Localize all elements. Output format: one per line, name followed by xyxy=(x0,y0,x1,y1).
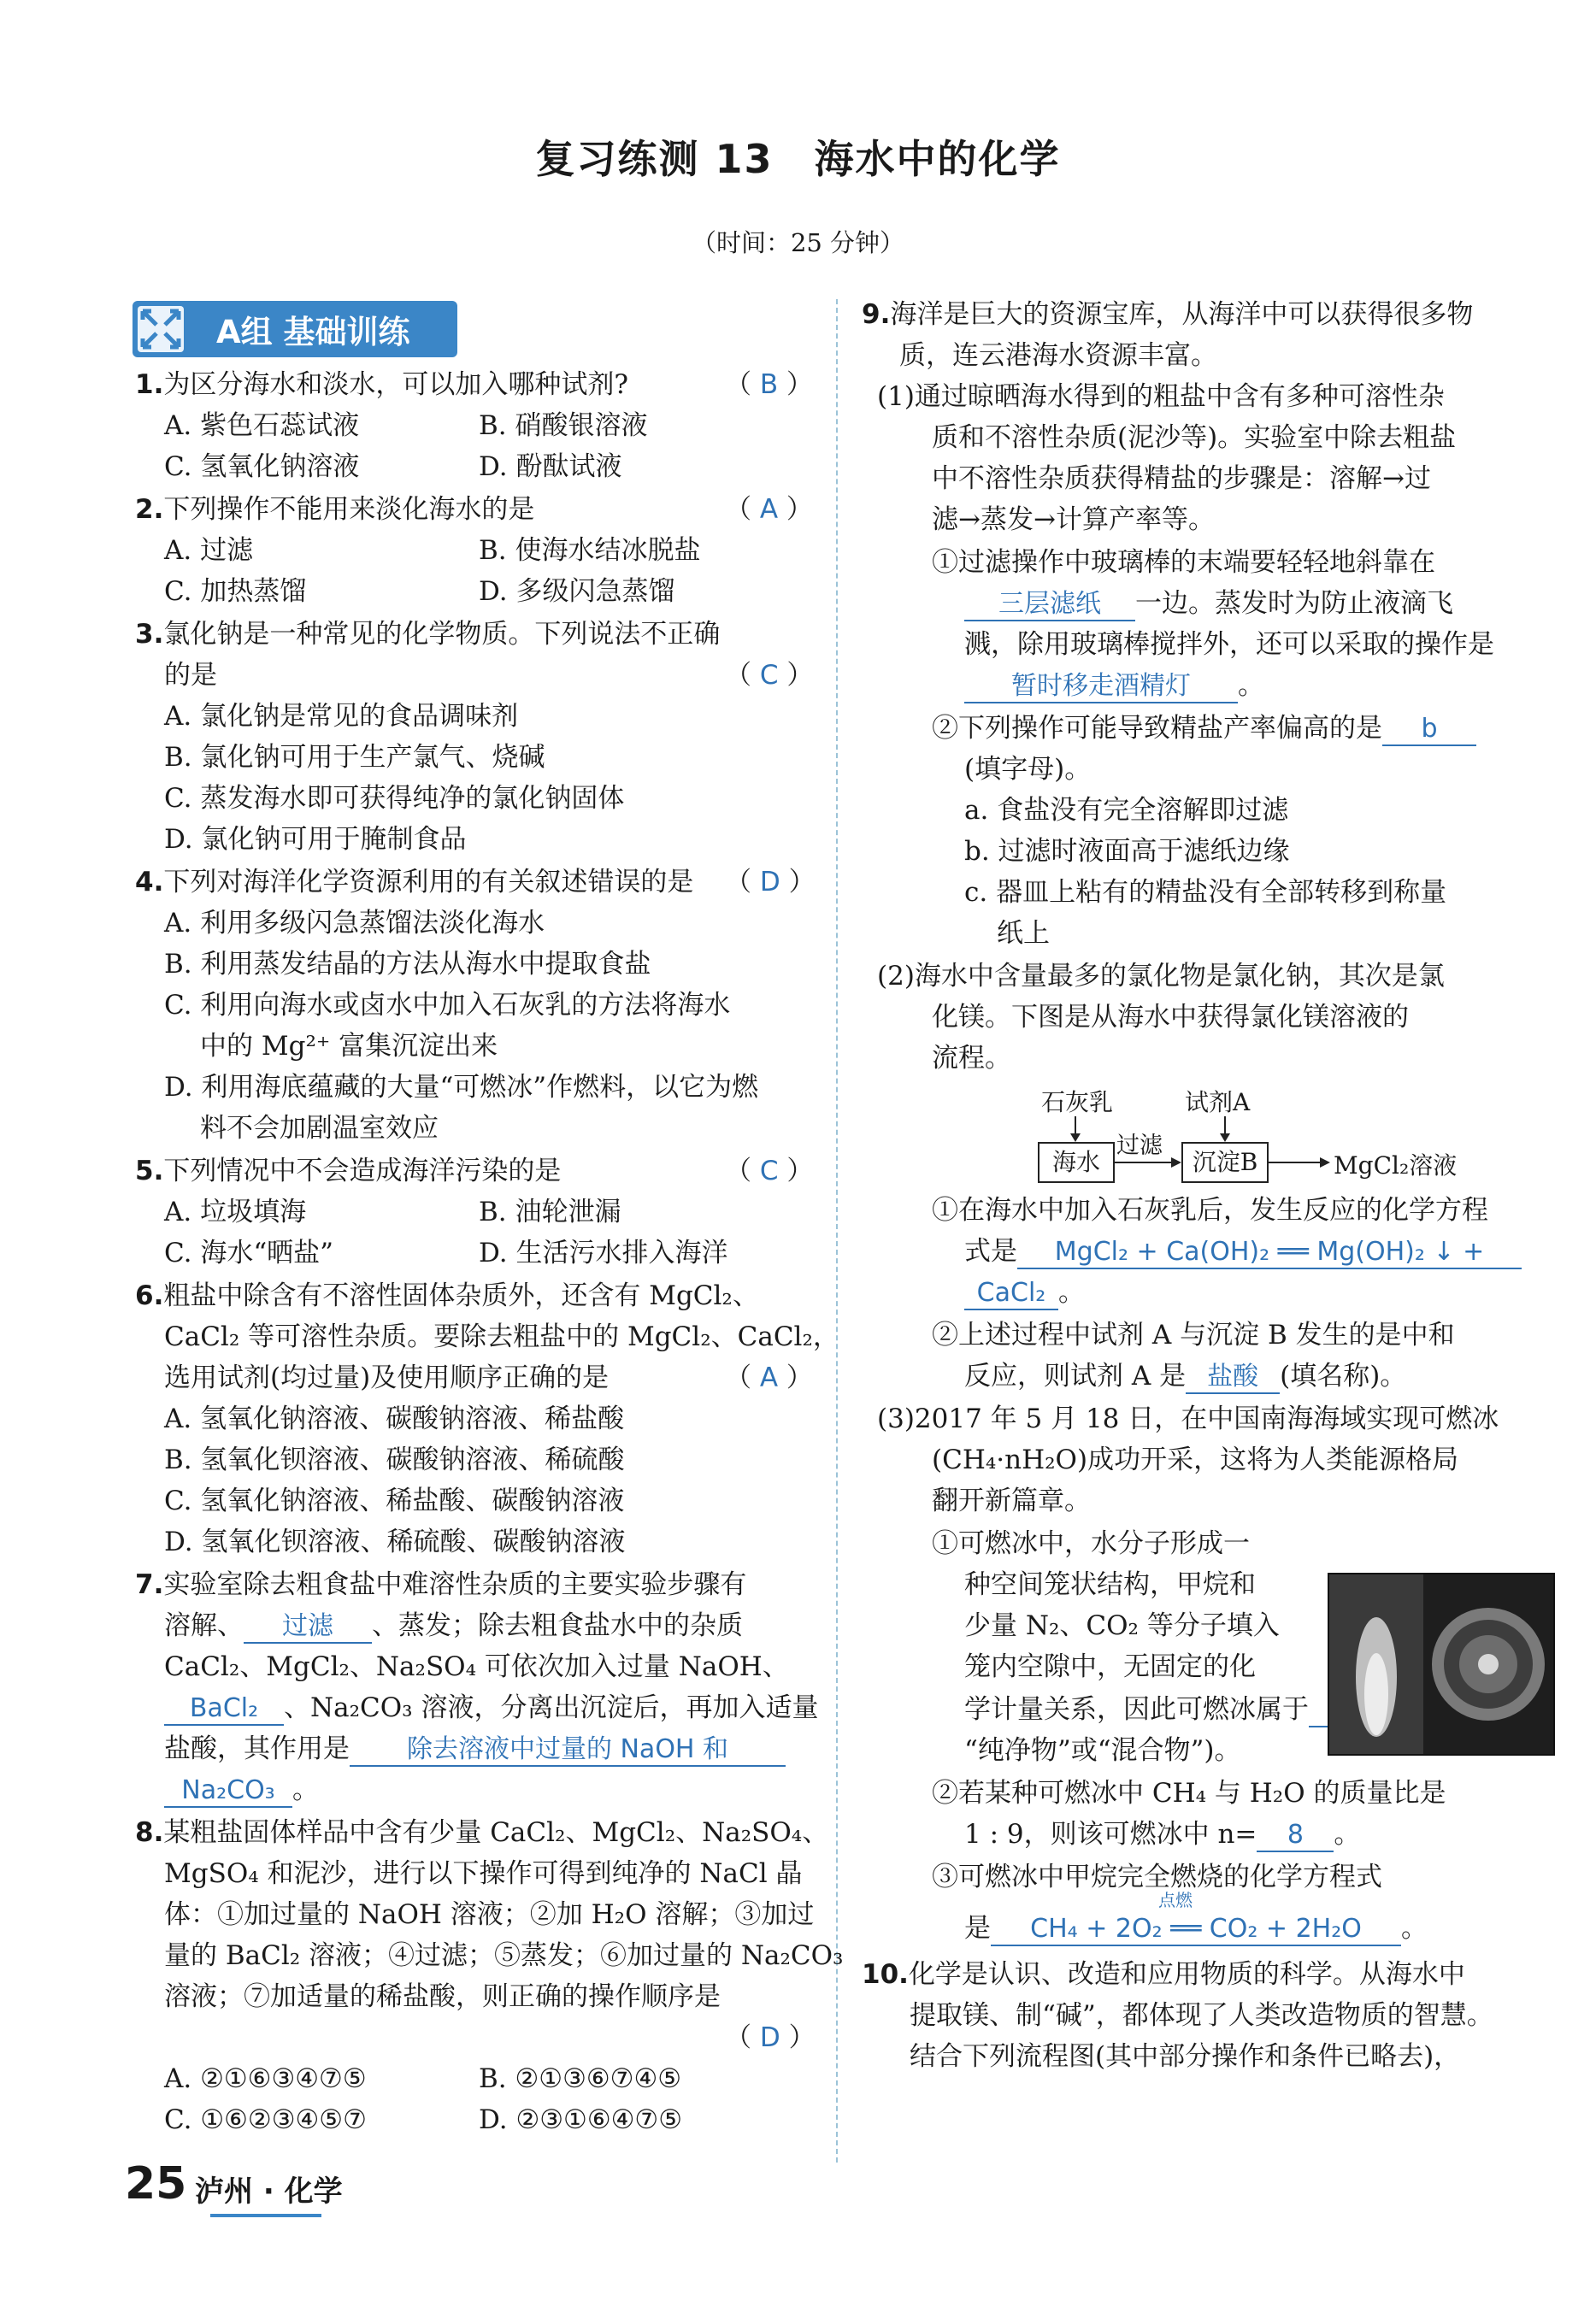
flow-arrows xyxy=(862,0,1554,1214)
q9-s6-line-1: ②若某种可燃冰中 CH₄ 与 H₂O 的质量比是 xyxy=(932,1778,1446,1809)
q9-s2-option-a: a. 食盐没有完全溶解即过滤 xyxy=(964,795,1289,826)
q9-s3-line-2: 式是 MgCl₂ + Ca(OH)₂ ══ Mg(OH)₂ ↓ + xyxy=(964,1234,1522,1269)
q7-line-6: Na₂CO₃ 。 xyxy=(164,1773,319,1808)
q9-p3-line-1: (3)2017 年 5 月 18 日，在中国南海海域实现可燃冰 xyxy=(877,1404,1499,1434)
q9-blank-filter-paper: 三层滤纸 xyxy=(964,589,1135,621)
q7-line-3: CaCl₂、MgCl₂、Na₂SO₄ 可依次加入过量 NaOH、 xyxy=(164,1651,789,1682)
q10-line-2: 提取镁、制“碱”，都体现了人类改造物质的智慧。 xyxy=(910,2000,1493,2031)
q4-stem: 4.下列对海洋化学资源利用的有关叙述错误的是 xyxy=(135,867,694,897)
q7-blank-1: 过滤 xyxy=(244,1611,372,1644)
q8-option-a: A. ②①⑥③④⑦⑤ xyxy=(164,2063,367,2094)
q3-option-a: A. 氯化钠是常见的食品调味剂 xyxy=(164,701,519,732)
q3-option-d: D. 氯化钠可用于腌制食品 xyxy=(164,824,467,855)
q5-option-c: C. 海水“晒盐” xyxy=(164,1238,334,1268)
q2-option-d: D. 多级闪急蒸馏 xyxy=(479,576,675,607)
q8-option-b: B. ②①③⑥⑦④⑤ xyxy=(479,2063,682,2094)
q9-s6-line-2: 1 : 9，则该可燃冰中 n= 8 。 xyxy=(964,1817,1360,1852)
q9-p3-line-3: 翻开新篇章。 xyxy=(932,1486,1091,1516)
q9-s1-line-4: 暂时移走酒精灯 。 xyxy=(964,668,1264,703)
combustible-ice-photo xyxy=(1328,1573,1555,1756)
flow-precipitate-b-box: 沉淀B xyxy=(1181,1142,1269,1183)
footer-label: 泸州 · 化学 xyxy=(195,2174,343,2209)
q9-p3-line-2: (CH₄·nH₂O)成功开采，这将为人类能源格局 xyxy=(932,1445,1459,1475)
q4-option-a: A. 利用多级闪急蒸馏法淡化海水 xyxy=(164,908,545,939)
q8-line-3: 体：①加过量的 NaOH 溶液；②加 H₂O 溶解；③加过 xyxy=(164,1899,815,1930)
q9-s1-line-3: 溅，除用玻璃棒搅拌外，还可以采取的操作是 xyxy=(964,629,1494,660)
q6-option-b: B. 氢氧化钡溶液、碳酸钠溶液、稀硫酸 xyxy=(164,1445,625,1475)
q4-option-d: D. 利用海底蕴藏的大量“可燃冰”作燃料，以它为燃 xyxy=(164,1072,759,1103)
q9-p2-line-2: 化镁。下图是从海水中获得氯化镁溶液的 xyxy=(932,1002,1409,1033)
q1-option-b: B. 硝酸银溶液 xyxy=(479,410,648,441)
q8-option-d: D. ②③①⑥④⑦⑤ xyxy=(479,2104,682,2135)
flow-reagent-a-label: 试剂A xyxy=(1185,1088,1251,1116)
q9-s5-line-3: 少量 N₂、CO₂ 等分子填入 xyxy=(964,1610,1280,1641)
q9-s1-line-1: ①过滤操作中玻璃棒的末端要轻轻地斜靠在 xyxy=(932,547,1435,578)
q9-s5-line-6: “纯净物”或“混合物”)。 xyxy=(964,1735,1241,1766)
q7-blank-3: 除去溶液中过量的 NaOH 和 xyxy=(350,1734,786,1767)
flow-filter-label: 过滤 xyxy=(1116,1133,1163,1159)
q9-blank-lamp: 暂时移走酒精灯 xyxy=(964,671,1238,703)
section-badge xyxy=(133,301,457,357)
q1-option-c: C. 氢氧化钠溶液 xyxy=(164,451,360,482)
q7-blank-2: BaCl₂ xyxy=(164,1693,284,1726)
q2-option-c: C. 加热蒸馏 xyxy=(164,576,307,607)
q9-blank-equation-1-cont: CaCl₂ xyxy=(964,1278,1058,1310)
q4-option-c-cont: 中的 Mg²⁺ 富集沉淀出来 xyxy=(200,1031,498,1062)
q6-answer: （ A ） xyxy=(725,1362,813,1393)
q9-blank-equation-1: MgCl₂ + Ca(OH)₂ ══ Mg(OH)₂ ↓ + xyxy=(1017,1237,1522,1269)
q8-option-c: C. ①⑥②③④⑤⑦ xyxy=(164,2104,367,2135)
q9-combustion-condition: 点燃 xyxy=(1158,1890,1193,1910)
q3-option-c: C. 蒸发海水即可获得纯净的氯化钠固体 xyxy=(164,783,625,814)
q9-s4-line-2: 反应，则试剂 A 是 盐酸 (填名称)。 xyxy=(964,1359,1406,1394)
q8-line-1: 8.某粗盐固体样品中含有少量 CaCl₂、MgCl₂、Na₂SO₄、 xyxy=(135,1817,829,1848)
q8-answer: （ D ） xyxy=(725,2022,816,2053)
q7-line-4: BaCl₂ 、Na₂CO₃ 溶液，分离出沉淀后，再加入适量 xyxy=(164,1691,818,1726)
q9-s2-line-2: (填字母)。 xyxy=(964,754,1092,785)
q4-option-d-cont: 料不会加剧温室效应 xyxy=(200,1113,439,1144)
q8-line-2: MgSO₄ 和泥沙，进行以下操作可得到纯净的 NaCl 晶 xyxy=(164,1858,803,1889)
q6-option-d: D. 氢氧化钡溶液、稀硫酸、碳酸钠溶液 xyxy=(164,1527,626,1557)
q9-s2-option-c: c. 器皿上粘有的精盐没有全部转移到称量 xyxy=(964,877,1447,908)
q9-p2-line-3: 流程。 xyxy=(932,1043,1011,1074)
q9-p1-line-3: 中不溶性杂质获得精盐的步骤是：溶解→过 xyxy=(932,463,1431,494)
page-title: 复习练测 13 海水中的化学 xyxy=(535,136,1061,182)
q9-blank-n: 8 xyxy=(1257,1820,1334,1852)
q9-blank-letter: b xyxy=(1382,714,1476,746)
q4-option-b: B. 利用蒸发结晶的方法从海水中提取食盐 xyxy=(164,949,651,980)
q6-option-c: C. 氢氧化钠溶液、稀盐酸、碳酸钠溶液 xyxy=(164,1486,625,1516)
q5-option-a: A. 垃圾填海 xyxy=(164,1197,307,1227)
q3-stem-2: 的是 xyxy=(164,660,217,691)
q2-option-a: A. 过滤 xyxy=(164,535,254,566)
q9-p1-line-1: (1)通过晾晒海水得到的粗盐中含有多种可溶性杂 xyxy=(877,381,1445,412)
q9-s5-line-2: 种空间笼状结构，甲烷和 xyxy=(964,1569,1256,1600)
q7-line-1: 7.实验室除去粗食盐中难溶性杂质的主要实验步骤有 xyxy=(135,1569,747,1600)
q6-option-a: A. 氢氧化钠溶液、碳酸钠溶液、稀盐酸 xyxy=(164,1404,625,1434)
q9-line-1: 9.海洋是巨大的资源宝库，从海洋中可以获得很多物 xyxy=(862,299,1474,330)
q5-option-d: D. 生活污水排入海洋 xyxy=(479,1238,728,1268)
q4-option-c: C. 利用向海水或卤水中加入石灰乳的方法将海水 xyxy=(164,990,731,1021)
q2-stem: 2.下列操作不能用来淡化海水的是 xyxy=(135,494,535,525)
q7-blank-3-cont: Na₂CO₃ xyxy=(164,1775,292,1808)
q9-s5-line-4: 笼内空隙中，无固定的化 xyxy=(964,1651,1256,1682)
q3-option-b: B. 氯化钠可用于生产氯气、烧碱 xyxy=(164,742,545,773)
q1-option-d: D. 酚酞试液 xyxy=(479,451,622,482)
page-number: 25 xyxy=(125,2158,187,2210)
column-divider xyxy=(836,299,838,2163)
q9-p1-line-4: 滤→蒸发→计算产率等。 xyxy=(932,504,1215,535)
q8-line-4: 量的 BaCl₂ 溶液；④过滤；⑤蒸发；⑥加过量的 Na₂CO₃ xyxy=(164,1940,844,1971)
q9-p2-line-1: (2)海水中含量最多的氯化物是氯化钠，其次是氯 xyxy=(877,961,1445,992)
q7-line-5: 盐酸，其作用是 除去溶液中过量的 NaOH 和 xyxy=(164,1732,786,1767)
q9-s5-line-5: 学计量关系，因此可燃冰属于 xyxy=(964,1692,1474,1727)
flow-seawater-box: 海水 xyxy=(1038,1142,1115,1183)
flow-lime-label: 石灰乳 xyxy=(1041,1088,1114,1116)
q1-answer: （ B ） xyxy=(725,369,813,400)
q3-stem: 3.氯化钠是一种常见的化学物质。下列说法不正确 xyxy=(135,619,721,650)
q3-answer: （ C ） xyxy=(725,660,814,691)
footer-underline xyxy=(210,2214,321,2217)
q1-stem: 1.为区分海水和淡水，可以加入哪种试剂? xyxy=(135,369,628,400)
q8-line-5: 溶液；⑦加适量的稀盐酸，则正确的操作顺序是 xyxy=(164,1981,721,2012)
q9-blank-combustion: 点燃 CH₄ + 2O₂ ══ CO₂ + 2H₂O xyxy=(991,1914,1401,1946)
q9-s2-option-b: b. 过滤时液面高于滤纸边缘 xyxy=(964,836,1290,867)
q2-answer: （ A ） xyxy=(725,494,813,525)
q9-p1-line-2: 质和不溶性杂质(泥沙等)。实验室中除去粗盐 xyxy=(932,422,1457,453)
q9-s2-line-1: ②下列操作可能导致精盐产率偏高的是 b xyxy=(932,711,1476,746)
q6-stem-3: 选用试剂(均过量)及使用顺序正确的是 xyxy=(164,1362,610,1393)
q6-stem: 6.粗盐中除含有不溶性固体杂质外，还含有 MgCl₂、 xyxy=(135,1280,759,1311)
q9-blank-reagent: 盐酸 xyxy=(1186,1362,1280,1394)
q10-line-1: 10.化学是认识、改造和应用物质的科学。从海水中 xyxy=(862,1959,1465,1990)
time-limit: （时间：25 分钟） xyxy=(691,228,905,257)
q5-stem: 5.下列情况中不会造成海洋污染的是 xyxy=(135,1156,562,1186)
q1-option-a: A. 紫色石蕊试液 xyxy=(164,410,360,441)
q6-stem-2: CaCl₂ 等可溶性杂质。要除去粗盐中的 MgCl₂、CaCl₂， xyxy=(164,1321,839,1352)
q9-s3-line-1: ①在海水中加入石灰乳后，发生反应的化学方程 xyxy=(932,1195,1488,1226)
q9-s4-line-1: ②上述过程中试剂 A 与沉淀 B 发生的是中和 xyxy=(932,1320,1455,1351)
q4-answer: （ D ） xyxy=(725,867,816,897)
q5-answer: （ C ） xyxy=(725,1156,814,1186)
q9-s7-line-2: 是 点燃 CH₄ + 2O₂ ══ CO₂ + 2H₂O 。 xyxy=(964,1911,1428,1946)
q9-s1-line-2: 三层滤纸 一边。蒸发时为防止液滴飞 xyxy=(964,586,1453,621)
q9-s7-line-1: ③可燃冰中甲烷完全燃烧的化学方程式 xyxy=(932,1862,1382,1892)
q5-option-b: B. 油轮泄漏 xyxy=(479,1197,621,1227)
q7-line-2: 溶解、 过滤 、蒸发；除去粗食盐水中的杂质 xyxy=(164,1609,743,1644)
arrows-icon xyxy=(138,306,184,352)
q9-s3-line-3: CaCl₂ 。 xyxy=(964,1275,1085,1310)
q9-s5-line-1: ①可燃冰中，水分子形成一 xyxy=(932,1528,1250,1559)
q10-line-3: 结合下列流程图(其中部分操作和条件已略去)， xyxy=(910,2041,1461,2072)
q9-line-2: 质，连云港海水资源丰富。 xyxy=(899,340,1217,371)
flow-product-label: MgCl₂溶液 xyxy=(1334,1151,1458,1180)
q9-s2-option-c-cont: 纸上 xyxy=(997,918,1050,949)
q2-option-b: B. 使海水结冰脱盐 xyxy=(479,535,701,566)
section-badge-label: A组 基础训练 xyxy=(216,314,410,350)
